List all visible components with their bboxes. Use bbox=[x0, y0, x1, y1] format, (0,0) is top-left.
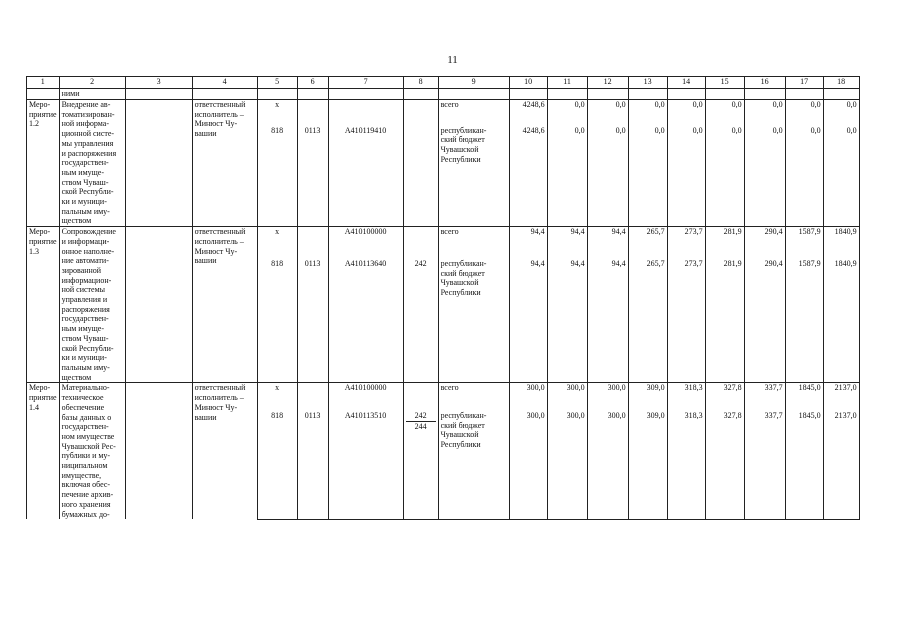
value-cell-col-11: 94,4 bbox=[547, 259, 587, 383]
event-number-text: Меро- bbox=[29, 383, 51, 393]
data-row bbox=[27, 100, 860, 126]
value-cell-col-14: 318,3 bbox=[667, 383, 705, 411]
event-name-line: распоряжения bbox=[61, 304, 110, 314]
grbs-cell: х bbox=[257, 383, 297, 411]
event-name-line: Сопровождение bbox=[61, 227, 116, 237]
value-cell-col-15: 0,0 bbox=[705, 126, 744, 227]
column-header-11: 11 bbox=[547, 77, 587, 89]
funding-source-line: ский бюджет bbox=[440, 268, 485, 278]
event-name-line: ки и муници- bbox=[61, 353, 107, 363]
event-number-text: Меро- bbox=[29, 227, 51, 237]
value-cell-col-12: 300,0 bbox=[587, 411, 628, 519]
target-article-cell: А410119410 bbox=[328, 126, 403, 227]
value-cell-col-10: 300,0 bbox=[509, 383, 547, 411]
event-number-text: Меро- bbox=[29, 100, 51, 109]
event-name-line: ки и муници- bbox=[61, 197, 107, 207]
event-name-line: государствен- bbox=[61, 422, 109, 432]
value-cell-col-11: 94,4 bbox=[547, 227, 587, 259]
grbs-cell: х bbox=[257, 227, 297, 259]
column-header-6: 6 bbox=[297, 77, 328, 89]
value-cell-col-14: 0,0 bbox=[667, 100, 705, 126]
value-cell-col-16: 290,4 bbox=[744, 259, 785, 383]
column-header-12: 12 bbox=[587, 77, 628, 89]
value-cell-col-11: 0,0 bbox=[547, 100, 587, 126]
column-3-cell bbox=[125, 100, 192, 227]
event-name-line: пальным иму- bbox=[61, 362, 110, 372]
event-name-line: ционной систе- bbox=[61, 129, 115, 139]
event-name-line: мы управления bbox=[61, 138, 114, 148]
value-cell-col-17: 1587,9 bbox=[785, 259, 823, 383]
event-name-line: имуществе, bbox=[61, 470, 102, 480]
funding-source-line: ский бюджет bbox=[440, 420, 485, 430]
value-cell-col-15: 281,9 bbox=[705, 259, 744, 383]
column-header-8: 8 bbox=[403, 77, 438, 89]
executor-line: исполнитель – bbox=[194, 236, 244, 246]
event-name-line: ние автомати- bbox=[61, 256, 109, 266]
event-name-line: ществом bbox=[61, 372, 92, 382]
expense-type-cell bbox=[403, 383, 438, 411]
event-name-line: Чувашской Рес- bbox=[61, 441, 116, 451]
event-name-line: управления и bbox=[61, 295, 108, 305]
value-cell-col-18: 1840,9 bbox=[823, 227, 859, 259]
section-cell: 0113 bbox=[297, 126, 328, 227]
value-cell-col-13: 265,7 bbox=[628, 227, 667, 259]
event-number-text: приятие bbox=[29, 393, 57, 403]
event-number-cell bbox=[27, 383, 60, 519]
event-name-line: ной системы bbox=[61, 285, 106, 295]
column-header-5: 5 bbox=[257, 77, 297, 89]
column-3-cell bbox=[125, 227, 192, 383]
funding-source-line: ский бюджет bbox=[440, 135, 485, 145]
executor-line: вашии bbox=[194, 256, 217, 266]
value-cell-col-14: 318,3 bbox=[667, 411, 705, 519]
target-article-cell: А410113510 bbox=[328, 411, 403, 519]
funding-source-cell bbox=[438, 126, 509, 227]
event-name-line: ством Чуваш- bbox=[61, 177, 109, 187]
event-name-line: техническое bbox=[61, 393, 104, 403]
event-name-line: включая обес- bbox=[61, 480, 111, 490]
value-cell-col-15: 281,9 bbox=[705, 227, 744, 259]
expense-type-cell bbox=[403, 126, 438, 227]
value-cell-col-10: 4248,6 bbox=[509, 126, 547, 227]
executor-line: ответственный bbox=[194, 383, 246, 393]
event-name-line: зированной bbox=[61, 265, 102, 275]
event-name-line: ным имуще- bbox=[61, 324, 105, 334]
column-header-15: 15 bbox=[705, 77, 744, 89]
value-cell-col-13: 309,0 bbox=[628, 411, 667, 519]
executor-line: Минюст Чу- bbox=[194, 119, 238, 129]
value-cell-col-13: 309,0 bbox=[628, 383, 667, 411]
value-cell-col-16: 337,7 bbox=[744, 383, 785, 411]
value-cell-col-16: 0,0 bbox=[744, 100, 785, 126]
value-cell-col-16: 337,7 bbox=[744, 411, 785, 519]
expense-type-cell bbox=[403, 100, 438, 126]
value-cell-col-11: 0,0 bbox=[547, 126, 587, 227]
funding-source-cell: всего bbox=[438, 100, 509, 126]
grbs-cell: х bbox=[257, 100, 297, 126]
value-cell-col-17: 1587,9 bbox=[785, 227, 823, 259]
target-article-cell bbox=[328, 100, 403, 126]
value-cell-col-13: 265,7 bbox=[628, 259, 667, 383]
value-cell-col-10: 94,4 bbox=[509, 259, 547, 383]
value-cell-col-15: 0,0 bbox=[705, 100, 744, 126]
expense-type-code: 242 bbox=[406, 411, 436, 422]
executor-line: исполнитель – bbox=[194, 393, 244, 403]
funding-source-cell: всего bbox=[438, 383, 509, 411]
value-cell-col-18: 1840,9 bbox=[823, 259, 859, 383]
column-header-13: 13 bbox=[628, 77, 667, 89]
event-name-line: Внедрение ав- bbox=[61, 100, 111, 109]
event-name-cell bbox=[59, 227, 125, 383]
funding-source-line: республикан- bbox=[440, 410, 487, 420]
value-cell-col-14: 0,0 bbox=[667, 126, 705, 227]
executor-line: Минюст Чу- bbox=[194, 402, 238, 412]
value-cell-col-15: 327,8 bbox=[705, 383, 744, 411]
grbs-cell: 818 bbox=[257, 126, 297, 227]
section-cell: 0113 bbox=[297, 411, 328, 519]
value-cell-col-15: 327,8 bbox=[705, 411, 744, 519]
grbs-cell: 818 bbox=[257, 259, 297, 383]
column-header-4: 4 bbox=[192, 77, 257, 89]
section-cell: 0113 bbox=[297, 259, 328, 383]
executor-cell bbox=[192, 227, 257, 383]
value-cell-col-11: 300,0 bbox=[547, 383, 587, 411]
continuation-text: ними bbox=[59, 89, 125, 100]
event-name-line: и распоряжения bbox=[61, 148, 117, 158]
event-number-text: 1.4 bbox=[29, 402, 39, 412]
column-header-3: 3 bbox=[125, 77, 192, 89]
funding-source-line: Чувашской bbox=[440, 278, 479, 288]
column-header-7: 7 bbox=[328, 77, 403, 89]
column-header-2: 2 bbox=[59, 77, 125, 89]
event-name-line: обеспечение bbox=[61, 402, 105, 412]
value-cell-col-10: 4248,6 bbox=[509, 100, 547, 126]
executor-line: ответственный bbox=[194, 227, 246, 237]
value-cell-col-17: 1845,0 bbox=[785, 383, 823, 411]
event-name-line: ного хранения bbox=[61, 499, 111, 509]
column-header-16: 16 bbox=[744, 77, 785, 89]
executor-cell bbox=[192, 100, 257, 227]
event-name-line: базы данных о bbox=[61, 412, 112, 422]
event-name-line: публики и му- bbox=[61, 451, 111, 461]
funding-source-line: Республики bbox=[440, 287, 481, 297]
executor-line: исполнитель – bbox=[194, 109, 244, 119]
executor-line: вашии bbox=[194, 129, 217, 139]
column-numbers-row bbox=[27, 77, 860, 89]
budget-table bbox=[26, 76, 860, 520]
event-name-line: и информаци- bbox=[61, 236, 110, 246]
event-name-line: пальным иму- bbox=[61, 206, 110, 216]
target-article-cell: А410100000 bbox=[328, 227, 403, 259]
event-number-cell bbox=[27, 227, 60, 383]
event-name-line: ством Чуваш- bbox=[61, 333, 109, 343]
event-name-line: ной информа- bbox=[61, 119, 109, 129]
event-name-line: государствен- bbox=[61, 314, 109, 324]
funding-source-line: республикан- bbox=[440, 258, 487, 268]
column-header-9: 9 bbox=[438, 77, 509, 89]
event-name-line: ской Республи- bbox=[61, 343, 114, 353]
value-cell-col-17: 0,0 bbox=[785, 126, 823, 227]
funding-source-line: Республики bbox=[440, 440, 481, 450]
funding-source-cell: всего bbox=[438, 227, 509, 259]
funding-source-line: Чувашской bbox=[440, 430, 479, 440]
continuation-row bbox=[27, 89, 860, 100]
event-name-line: ществом bbox=[61, 216, 92, 226]
column-header-14: 14 bbox=[667, 77, 705, 89]
executor-line: Минюст Чу- bbox=[194, 246, 238, 256]
funding-source-cell bbox=[438, 411, 509, 519]
value-cell-col-12: 94,4 bbox=[587, 227, 628, 259]
value-cell-col-14: 273,7 bbox=[667, 227, 705, 259]
event-number-cell bbox=[27, 100, 60, 227]
event-name-line: томатизирован- bbox=[61, 109, 115, 119]
expense-type-cell bbox=[403, 411, 438, 519]
value-cell-col-18: 0,0 bbox=[823, 100, 859, 126]
target-article-cell: А410100000 bbox=[328, 383, 403, 411]
expense-type-cell bbox=[403, 227, 438, 259]
expense-type-code: 242 bbox=[414, 258, 427, 268]
funding-source-line: республикан- bbox=[440, 125, 487, 135]
value-cell-col-12: 300,0 bbox=[587, 383, 628, 411]
value-cell-col-17: 0,0 bbox=[785, 100, 823, 126]
event-name-line: Материально- bbox=[61, 383, 110, 393]
event-number-text: приятие bbox=[29, 109, 57, 119]
section-cell bbox=[297, 100, 328, 126]
value-cell-col-14: 273,7 bbox=[667, 259, 705, 383]
event-name-line: ниципальном bbox=[61, 461, 108, 471]
event-name-cell bbox=[59, 383, 125, 519]
funding-source-line: Республики bbox=[440, 154, 481, 164]
value-cell-col-12: 0,0 bbox=[587, 126, 628, 227]
column-header-10: 10 bbox=[509, 77, 547, 89]
executor-line: ответственный bbox=[194, 100, 246, 109]
event-name-cell bbox=[59, 100, 125, 227]
value-cell-col-13: 0,0 bbox=[628, 100, 667, 126]
event-number-text: 1.2 bbox=[29, 119, 39, 129]
event-name-line: государствен- bbox=[61, 158, 109, 168]
value-cell-col-16: 290,4 bbox=[744, 227, 785, 259]
funding-source-cell bbox=[438, 259, 509, 383]
value-cell-col-12: 94,4 bbox=[587, 259, 628, 383]
value-cell-col-13: 0,0 bbox=[628, 126, 667, 227]
data-row bbox=[27, 227, 860, 259]
event-number-text: 1.3 bbox=[29, 246, 39, 256]
event-name-line: бумажных до- bbox=[61, 509, 110, 519]
value-cell-col-12: 0,0 bbox=[587, 100, 628, 126]
column-header-18: 18 bbox=[823, 77, 859, 89]
event-name-line: печение архив- bbox=[61, 490, 114, 500]
value-cell-col-16: 0,0 bbox=[744, 126, 785, 227]
value-cell-col-11: 300,0 bbox=[547, 411, 587, 519]
column-3-cell bbox=[125, 383, 192, 519]
value-cell-col-18: 2137,0 bbox=[823, 411, 859, 519]
target-article-cell: А410113640 bbox=[328, 259, 403, 383]
executor-line: вашии bbox=[194, 412, 217, 422]
value-cell-col-18: 2137,0 bbox=[823, 383, 859, 411]
event-name-line: ном имуществе bbox=[61, 431, 115, 441]
page-number: 11 bbox=[447, 54, 458, 66]
event-name-line: онное наполне- bbox=[61, 246, 115, 256]
column-header-1: 1 bbox=[27, 77, 60, 89]
value-cell-col-18: 0,0 bbox=[823, 126, 859, 227]
funding-source-line: Чувашской bbox=[440, 145, 479, 155]
section-cell bbox=[297, 383, 328, 411]
value-cell-col-17: 1845,0 bbox=[785, 411, 823, 519]
value-cell-col-10: 300,0 bbox=[509, 411, 547, 519]
executor-cell bbox=[192, 383, 257, 519]
grbs-cell: 818 bbox=[257, 411, 297, 519]
value-cell-col-10: 94,4 bbox=[509, 227, 547, 259]
expense-type-cell bbox=[403, 259, 438, 383]
column-header-17: 17 bbox=[785, 77, 823, 89]
event-name-line: ской Республи- bbox=[61, 187, 114, 197]
event-name-line: ным имуще- bbox=[61, 167, 105, 177]
data-row bbox=[27, 383, 860, 411]
event-number-text: приятие bbox=[29, 236, 57, 246]
section-cell bbox=[297, 227, 328, 259]
event-name-line: информацион- bbox=[61, 275, 112, 285]
expense-type-code: 244 bbox=[414, 421, 427, 431]
